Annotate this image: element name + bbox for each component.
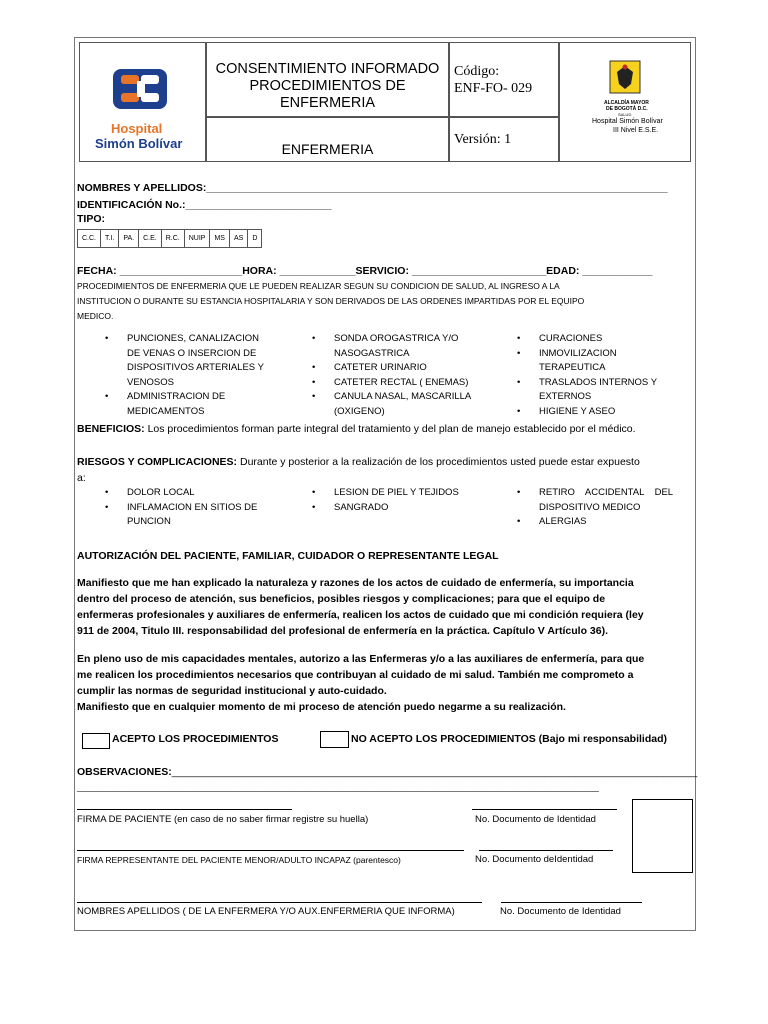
bullet-icon: • [312, 391, 316, 402]
tipo-option[interactable]: T.I. [101, 230, 119, 248]
identification-field[interactable]: IDENTIFICACIÓN No.:_________________________ [77, 199, 332, 211]
title-line-2: PROCEDIMIENTOS DE [249, 78, 406, 94]
reject-checkbox[interactable] [320, 731, 349, 748]
alcaldia-line-1: ALCALDÍA MAYOR [604, 100, 649, 106]
alcaldia-line-4: Hospital Simón Bolívar [592, 118, 663, 125]
representative-signature-line[interactable] [77, 850, 464, 851]
code-label: Código: [454, 64, 500, 79]
title-line-3: ENFERMERIA [279, 95, 376, 111]
alcaldia-line-3: SALUD [618, 112, 632, 117]
benefits-section [77, 423, 636, 435]
tipo-option[interactable]: MS [210, 230, 230, 248]
list-item: • SANGRADO [312, 501, 459, 516]
hospital-name-2: Simón Bolívar [95, 136, 183, 151]
tipo-option[interactable]: C.E. [139, 230, 162, 248]
bullet-icon: • [517, 487, 521, 498]
risks-text-2: a: [77, 472, 86, 484]
nurse-document-label: No. Documento de Identidad [500, 906, 621, 917]
procedures-col-1 [105, 332, 264, 419]
form-header [75, 38, 695, 166]
form-version: Versión: 1 [449, 117, 559, 162]
list-item: • PUNCIONES, CANALIZACION DE VENAS O INSERCION DE DISPOSITIVOS ARTERIALES Y VENOSOS [105, 333, 264, 388]
alcaldia-logo-cell [559, 42, 691, 162]
bullet-icon: • [517, 376, 521, 388]
fingerprint-box[interactable] [632, 799, 693, 873]
tipo-option[interactable]: R.C. [161, 230, 184, 248]
list-item: • INFLAMACION EN SITIOS DE PUNCION [105, 501, 258, 527]
list-item: • LESION DE PIEL Y TEJIDOS [312, 486, 459, 501]
representative-signature-label: FIRMA REPRESENTANTE DEL PACIENTE MENOR/ADULTO INCAPAZ (parentesco) [77, 855, 401, 865]
list-item: • INMOVILIZACION TERAPEUTICA [517, 347, 617, 373]
bullet-icon: • [517, 405, 521, 417]
title-line-1: CONSENTIMIENTO INFORMADO [215, 61, 440, 77]
accept-checkbox[interactable] [82, 733, 110, 749]
patient-signature-label: FIRMA DE PACIENTE (en caso de no saber firmar registre su huella) [77, 814, 369, 825]
risks-col-3 [517, 486, 673, 530]
observations-line: __________________________________________________________________________________________ [171, 766, 698, 778]
list-item: • TRASLADOS INTERNOS Y EXTERNOS [517, 376, 658, 402]
risks-col-1 [105, 486, 257, 530]
bullet-icon: • [312, 362, 316, 373]
alcaldia-line-5: III Nivel E.S.E. [613, 127, 659, 134]
tipo-option[interactable]: PA. [119, 230, 139, 248]
hospital-logo-cell [79, 42, 206, 162]
hospital-logo-icon [107, 67, 179, 115]
bullet-icon: • [312, 501, 316, 513]
patient-document-line[interactable] [472, 809, 617, 810]
list-item: • DOLOR LOCAL [105, 486, 257, 501]
benefits-text: Los procedimientos forman parte integral del tratamiento y del plan de manejo establecido por el médico. [144, 423, 636, 435]
bullet-icon: • [517, 333, 521, 344]
list-item: • CANULA NASAL, MASCARILLA (OXIGENO) [312, 391, 472, 417]
observations-line-2[interactable]: ____________________________________________________________________________________________________________ [77, 782, 599, 792]
bullet-icon: • [312, 487, 316, 498]
tipo-option[interactable]: D [248, 230, 262, 248]
bullet-icon: • [517, 516, 521, 527]
observations-field[interactable] [77, 766, 697, 778]
risks-col-2 [312, 486, 459, 515]
list-item: • HIGIENE Y ASEO [517, 405, 657, 420]
observations-label: OBSERVACIONES: [77, 766, 172, 778]
consent-form [74, 37, 696, 931]
risks-text: Durante y posterior a la realización de los procedimientos usted puede estar expuesto [237, 456, 640, 468]
list-item: • CATETER RECTAL ( ENEMAS) [312, 376, 471, 391]
bullet-icon: • [105, 487, 109, 498]
bullet-icon: • [312, 333, 316, 344]
tipo-option[interactable]: C.C. [78, 230, 101, 248]
representative-document-label: No. Documento deIdentidad [475, 854, 594, 865]
list-item: • SONDA OROGASTRICA Y/O NASOGASTRICA [312, 333, 459, 359]
tipo-label: TIPO: [77, 213, 105, 225]
risks-section [77, 454, 640, 486]
list-item: • CURACIONES [517, 332, 657, 347]
list-item: • CATETER URINARIO [312, 361, 471, 376]
intro-text [77, 279, 584, 324]
fecha-hora-servicio-edad-field[interactable]: FECHA: _____________________HORA: _____________SERVICIO: _______________________EDAD: ____________ [77, 265, 653, 277]
procedures-col-2 [312, 332, 471, 419]
authorization-paragraph-1: Manifiesto que me han explicado la naturaleza y razones de los actos de cuidado de enfermería, su importancia dentro del proceso de atención, sus beneficios, posibles riesgos y complicaciones; para que el equipo de enfermeras profesionales y auxiliares de enfermería, realicen los actos de cuidado que mi condición requiera (ley 911 de 2004, Titulo III. responsabilidad del profesional de enfermería en la práctica. Capítulo V Artículo 36). [77, 577, 644, 637]
representative-document-line[interactable] [479, 850, 613, 851]
coat-of-arms-icon [608, 59, 642, 95]
intro-line: INSTITUCION O DURANTE SU ESTANCIA HOSPITALARIA Y SON DERIVADOS DE LAS ORDENES IMPARTIDAS POR EL EQUIPO [77, 296, 585, 306]
form-code [449, 42, 559, 117]
list-item: • ADMINISTRACION DE MEDICAMENTOS [105, 391, 226, 417]
alcaldia-line-2: DE BOGOTÁ D.C. [606, 106, 648, 112]
bullet-icon: • [105, 501, 109, 513]
bullet-icon: • [105, 333, 109, 344]
risks-label: RIESGOS Y COMPLICACIONES: [77, 456, 238, 468]
nurse-name-line[interactable] [77, 902, 482, 903]
tipo-options-table [77, 229, 262, 248]
form-title [206, 42, 449, 117]
code-value: ENF-FO- 029 [454, 81, 533, 96]
intro-line: PROCEDIMIENTOS DE ENFERMERIA QUE LE PUEDEN REALIZAR SEGUN SU CONDICION DE SALUD, AL INGRESO A LA [77, 281, 560, 291]
bullet-icon: • [105, 391, 109, 402]
tipo-option[interactable]: NUIP [184, 230, 210, 248]
reject-label: NO ACEPTO LOS PROCEDIMIENTOS (Bajo mi responsabilidad) [351, 733, 668, 745]
procedures-col-3 [517, 332, 657, 419]
nurse-name-label: NOMBRES APELLIDOS ( DE LA ENFERMERA Y/O AUX.ENFERMERIA QUE INFORMA) [77, 906, 455, 917]
bullet-icon: • [517, 347, 521, 359]
authorization-paragraph-2: En pleno uso de mis capacidades mentales, autorizo a las Enfermeras y/o a las auxiliares de enfermería, para que me realicen los procedimientos necesarios que contribuyan al cuidado de mi salud. También me comprometo a cumplir las normas de seguridad institucional y auto-cuidado. Manifiesto que en cualquier momento de mi proceso de atención puedo negarme a su realización. [77, 653, 645, 713]
tipo-option[interactable]: AS [229, 230, 247, 248]
nurse-document-line[interactable] [501, 902, 642, 903]
bullet-icon: • [312, 376, 316, 388]
intro-line: MEDICO. [77, 311, 114, 321]
names-field[interactable]: NOMBRES Y APELLIDOS:_______________________________________________________________________________ [77, 182, 668, 194]
patient-document-label: No. Documento de Identidad [475, 814, 596, 825]
authorization-title: AUTORIZACIÓN DEL PACIENTE, FAMILIAR, CUIDADOR O REPRESENTANTE LEGAL [77, 550, 499, 562]
accept-label: ACEPTO LOS PROCEDIMIENTOS [112, 733, 279, 745]
benefits-label: BENEFICIOS: [77, 423, 145, 435]
list-item: • ALERGIAS [517, 515, 673, 530]
hospital-name-1: Hospital [111, 121, 163, 136]
patient-signature-line[interactable] [77, 809, 292, 810]
list-item: • RETIRO ACCIDENTAL DEL DISPOSITIVO MEDICO [517, 487, 674, 513]
department-name: ENFERMERIA [206, 117, 449, 162]
